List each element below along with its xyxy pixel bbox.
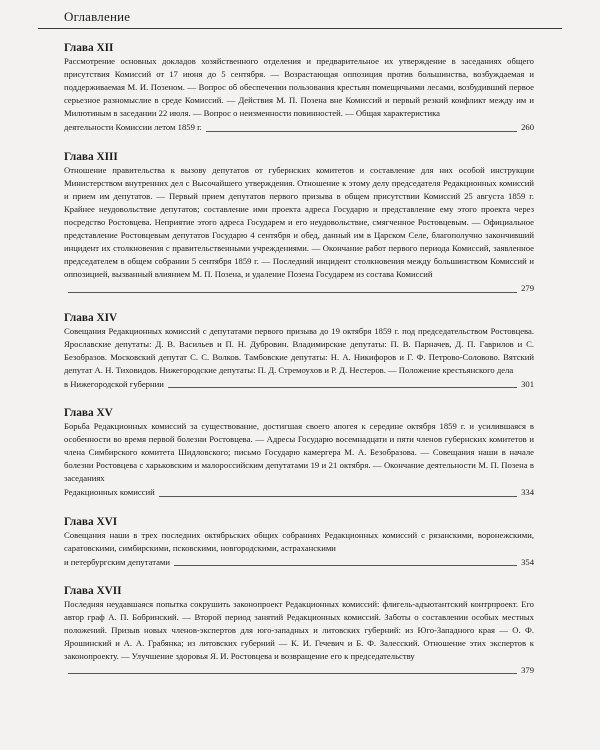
chapter-entry <box>64 151 534 296</box>
chapter-summary <box>64 55 534 121</box>
chapter-entry <box>64 42 534 135</box>
chapter-summary <box>64 325 534 378</box>
chapter-summary-last-line: в Нижегородской губернии <box>64 378 164 389</box>
header-title: Оглавление <box>64 9 131 24</box>
chapter-summary-text: Рассмотрение основных докладов хозяйственного отделения и предварительное их утверждение в заседаниях общего присутствия Комиссий от 17 июня до 5 сентября. — Возрастающая оппозиция против большинства, возбуждаемая и поддерживаемая М. И. Позеном. — Вопрос об обеспечении пользования крестьян помещичьими лесами, возбудивший первое серьезное разномыслие в среде Комиссий. — Действия М. П. Позена вне Комиссий и первый резкий конфликт между им и Милютиным в заседании 22 июля. — Вопрос о неизменности повинностей. — Общая характеристика <box>64 56 534 119</box>
page-number: 379 <box>521 665 534 676</box>
chapter-title: Глава XVII <box>64 584 122 597</box>
chapter-title: Глава XVI <box>64 515 118 528</box>
leader-rule <box>174 565 517 566</box>
leader-rule <box>159 496 517 497</box>
chapter-entry <box>64 407 534 500</box>
leader-rule <box>168 387 517 388</box>
leader-rule <box>68 292 517 293</box>
running-header <box>38 6 562 29</box>
chapter-title: Глава XIII <box>64 150 118 163</box>
chapter-summary-text: Последняя неудавшаяся попытка сокрушить законопроект Редакционных комиссий: флигель-адъютантский контрпроект. Его автор граф А. П. Бобринский. — Второй период занятий Редакционных комиссий. Заботы о составлении особых местных положений. Призыв новых членов-экспертов для юго-западных и литовских губерний: из Юго-Западного края — О. Ф. Ярошинский и А. А. Грабянка; из литовских губерний — К. И. Гечевич и Б. Ф. Залесский. Отношение этих экспертов к законопроекту. — Улучшение здоровья Я. И. Ростовцева и возвращение его к председательству <box>64 598 534 662</box>
chapter-list <box>64 42 534 693</box>
page-number: 334 <box>521 487 534 498</box>
page-number: 260 <box>521 122 534 133</box>
page-number: 354 <box>521 556 534 567</box>
chapter-entry <box>64 516 534 569</box>
page-number: 301 <box>521 378 534 389</box>
chapter-title: Глава XV <box>64 406 113 419</box>
chapter-summary <box>64 420 534 486</box>
chapter-summary <box>64 598 534 664</box>
chapter-summary <box>64 164 534 283</box>
leader-rule <box>68 673 517 674</box>
chapter-title: Глава XII <box>64 42 114 54</box>
chapter-summary-text: Совещания Редакционных комиссий с депутатами первого призыва до 19 октября 1859 г. под председательством Ростовцева. Ярославские депутаты: Д. В. Васильев и П. Н. Дубровин. Владимирские депутаты: П. В. Парначев, Д. П. Гаврилов и С. Безобразов. Московский депутат С. С. Волков. Тамбовские депутаты: Н. А. Никифоров и Г. Ф. Петрово-Соловово. Вятский депутат А. Н. Тиховидов. Нижегородские депутаты: П. Д. Стремоухов и Р. Д. Нестеров. — Положение крестьянского дела <box>64 325 534 375</box>
chapter-entry <box>64 312 534 391</box>
chapter-summary-last-line: деятельности Комиссии летом 1859 г. <box>64 122 202 133</box>
chapter-entry <box>64 585 534 678</box>
chapter-title: Глава XIV <box>64 311 118 324</box>
page-number: 279 <box>521 283 534 294</box>
chapter-summary-last-line: и петербургским депутатами <box>64 556 170 567</box>
chapter-page-line <box>64 556 534 569</box>
chapter-summary-text: Отношение правительства к вызову депутатов от губернских комитетов и составление для них особой инструкции Министерством внутренних дел с Высочайшего утверждения. Отношение к этому делу председателя Редакционных комиссий и прием им депутатов. — Первый прием депутатов первого призыва в общем присутствии Комиссий 25 августа 1859 г. Крайнее неудовольствие депутатов; составление ими проекта адреса Государю и представление ему этого проекта через посредство Ростовцева. Неприятие этого адреса Государем и его неудовольствие, смягченное Ростовцевым. — Официальное представление Ростовцевым депутатов Государю 4 сентября и обед, данный им в Царском Селе, благополучно закончивший инцидент их столкновения с правительственными учреждениями. — Окончание работ первого периода Комиссий, заявленное председателем в общем собрании 5 сентября 1859 г. — Последний инцидент столкновения между большинством Комиссий и оппозицией, вызванный влиянием М. П. Позена, и удаление Позена Государем из состава Комиссий <box>64 164 534 280</box>
chapter-summary-text: Совещания наши в трех последних октябрьских общих собраниях Редакционных комиссий с рязанскими, воронежскими, саратовскими, симбирскими, псковскими, новгородскими, астраханскими <box>64 529 534 553</box>
chapter-summary <box>64 529 534 556</box>
chapter-page-line <box>64 282 534 295</box>
chapter-page-line <box>64 664 534 677</box>
chapter-page-line <box>64 378 534 391</box>
chapter-page-line <box>64 121 534 134</box>
leader-rule <box>206 131 517 132</box>
chapter-page-line <box>64 486 534 499</box>
chapter-summary-text: Борьба Редакционных комиссий за существование, достигшая своего апогея к середине октября 1859 г. и усилившаяся в особенности во время первой болезни Ростовцева. — Адресы Государю восемнадцати и пяти членов губернских комитетов и члена Симбирского комитета Шидловского; письмо Государю камергера М. А. Безобразова. — Совещания наши в начале болезни Ростовцева с харьковским и малороссийским депутатами 19 и 21 октября. — Окончание деятельности М. П. Позена в заседаниях <box>64 420 534 484</box>
chapter-summary-last-line: Редакционных комиссий <box>64 487 155 498</box>
